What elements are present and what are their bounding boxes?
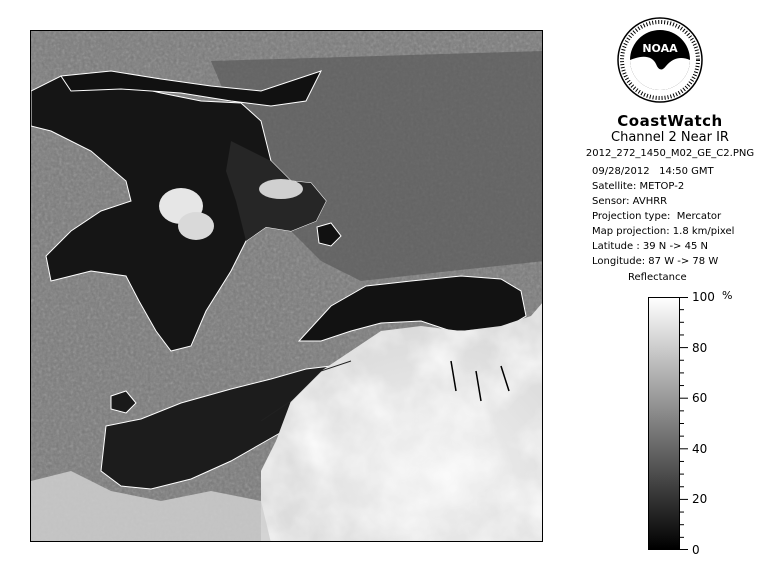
colorbar-tick-label: 0 [692,543,700,557]
colorbar-tick-label: 100 [692,290,715,304]
sensor-label: Sensor: AVHRR [592,196,668,207]
noaa-logo [616,16,704,104]
reflectance-colorbar [648,297,680,550]
longitude-label: Longitude: 87 W -> 78 W [592,256,719,267]
colorbar-ticks [680,297,740,550]
projection-type-label: Projection type: Mercator [592,211,722,222]
svg-text:NOAA: NOAA [642,42,678,55]
colorbar-tick-label: 60 [692,391,708,406]
filename-label: 2012_272_1450_M02_GE_C2.PNG [585,148,755,159]
colorbar-title: Reflectance [628,272,687,283]
datetime-label: 09/28/2012 14:50 GMT [592,166,714,177]
satellite-image [30,30,543,542]
colorbar-unit: % [722,289,733,302]
app-title: CoastWatch [617,112,723,130]
channel-subtitle: Channel 2 Near IR [611,130,729,145]
colorbar-tick-label: 80 [692,340,708,355]
cloud-patch [259,179,303,199]
colorbar-tick-label: 40 [692,441,708,456]
latitude-label: Latitude : 39 N -> 45 N [592,241,708,252]
map-projection-label: Map projection: 1.8 km/pixel [592,226,735,237]
colorbar-tick-label: 20 [692,492,708,507]
cloud-patch [178,212,214,240]
satellite-label: Satellite: METOP-2 [592,181,685,192]
